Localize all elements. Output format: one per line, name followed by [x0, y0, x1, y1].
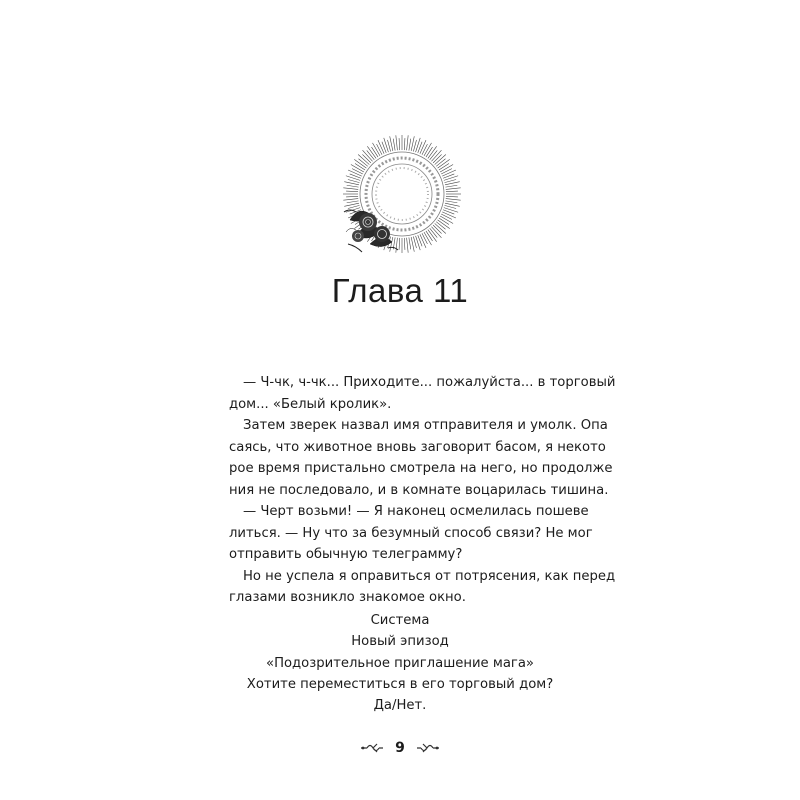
wreath-ray — [404, 138, 405, 150]
wreath-ray — [411, 237, 414, 252]
wreath-ray — [344, 203, 359, 206]
wreath-ray — [355, 164, 365, 171]
wreath-ray — [390, 237, 393, 252]
wreath-ray — [372, 147, 379, 157]
wreath-ray — [404, 238, 405, 250]
wreath-ray — [344, 182, 359, 185]
system-window-title: Система — [370, 613, 430, 628]
wreath-ray — [378, 140, 384, 154]
paragraph — [229, 415, 613, 501]
text-line: отправить обычную телеграмму? — [229, 547, 463, 562]
page-footer — [0, 740, 800, 756]
wreath-ray — [446, 196, 458, 197]
text-line: дом... «Белый кролик». — [229, 396, 392, 412]
paragraph — [229, 566, 616, 609]
text-line: — Черт возьми! — Я наконец осмелилась пошеве — [243, 504, 589, 519]
wreath-ray — [413, 237, 416, 249]
wreath-ray — [343, 199, 358, 201]
paragraph — [229, 501, 593, 566]
wreath-ray — [441, 214, 452, 219]
wreath-ray — [436, 159, 445, 167]
wreath-ray — [399, 138, 400, 150]
wreath-ray — [426, 231, 433, 241]
wreath-ray — [346, 191, 358, 192]
wreath-ray — [422, 233, 427, 244]
wreath-ray — [348, 205, 360, 208]
chapter-title: Глава 11 — [331, 272, 469, 309]
text-line: саясь, что животное вновь заговорит басом, я некото — [229, 439, 606, 455]
wreath-ray — [436, 222, 445, 230]
wreath-ray — [348, 170, 362, 176]
text-line: ния не последовало, и в комнате воцарилась тишина. — [229, 482, 609, 498]
system-window — [200, 610, 600, 716]
wreath-ray — [411, 136, 414, 151]
paragraph — [229, 372, 616, 415]
wreath-ray — [420, 234, 426, 248]
wreath-ray — [442, 212, 456, 218]
wreath-ray — [407, 135, 409, 150]
page-number: 9 — [395, 740, 405, 756]
system-window-options: Да/Нет. — [373, 698, 427, 714]
wreath-ray — [396, 135, 398, 150]
wreath-ray — [445, 182, 460, 185]
wreath-ray — [430, 150, 438, 159]
wreath-ray — [420, 140, 426, 154]
wreath-ray — [430, 228, 438, 237]
wreath-ray — [439, 218, 449, 225]
system-window-question: Хотите переместиться в его торговый дом? — [246, 676, 554, 692]
flourish-right-icon — [415, 740, 441, 756]
system-window-episode: Новый эпизод — [351, 634, 449, 650]
flourish-left-icon — [359, 740, 385, 756]
text-line: глазами возникло знакомое окно. — [229, 590, 466, 605]
text-line: рое время пристально смотрела на него, но продолже — [229, 461, 613, 476]
text-line: Затем зверек назвал имя отправителя и умолк. Опа — [243, 418, 608, 433]
wreath-ray — [343, 188, 358, 190]
body-text — [229, 372, 616, 609]
wreath-ray — [442, 170, 456, 176]
wreath-ray — [409, 237, 411, 249]
wreath-ray — [388, 140, 391, 152]
wreath-ray — [446, 191, 458, 192]
wreath-ray — [439, 164, 449, 171]
wreath-ray — [362, 154, 370, 162]
wreath-ray — [413, 140, 416, 152]
wreath-ray — [377, 144, 382, 155]
wreath-ray — [445, 180, 457, 183]
wreath-ray — [445, 205, 457, 208]
wreath-ray — [445, 201, 457, 203]
wreath-ray — [348, 180, 360, 183]
wreath-ray — [347, 185, 359, 187]
floral-wreath-icon — [340, 132, 464, 256]
wreath-ray — [407, 238, 409, 253]
wreath-ray — [409, 139, 411, 151]
wreath-ray — [441, 169, 452, 174]
wreath-ray — [445, 185, 457, 187]
wreath-ray — [445, 203, 460, 206]
wreath-ray — [433, 154, 441, 162]
wreath-ray — [393, 139, 395, 151]
text-line: Но не успела я оправиться от потрясения, как перед — [243, 568, 616, 584]
wreath-ray — [422, 144, 427, 155]
wreath-ray — [358, 159, 367, 167]
text-line: литься. — Ну что за безумный способ связи? Не мог — [229, 525, 593, 541]
wreath-ray — [433, 225, 441, 233]
wreath-ray — [426, 147, 433, 157]
wreath-ray — [390, 136, 393, 151]
system-window-episode-name: «Подозрительное приглашение мага» — [266, 655, 534, 671]
wreath-ray — [446, 188, 461, 190]
wreath-ray — [399, 238, 400, 250]
wreath-ray — [396, 238, 398, 253]
wreath-ray — [352, 169, 363, 174]
wreath-ray — [367, 150, 375, 159]
wreath-ray — [346, 196, 358, 197]
wreath-ray — [347, 201, 359, 203]
wreath-ray — [446, 199, 461, 201]
text-line: — Ч-чк, ч-чк... Приходите... пожалуйста... в торговый — [243, 375, 616, 390]
